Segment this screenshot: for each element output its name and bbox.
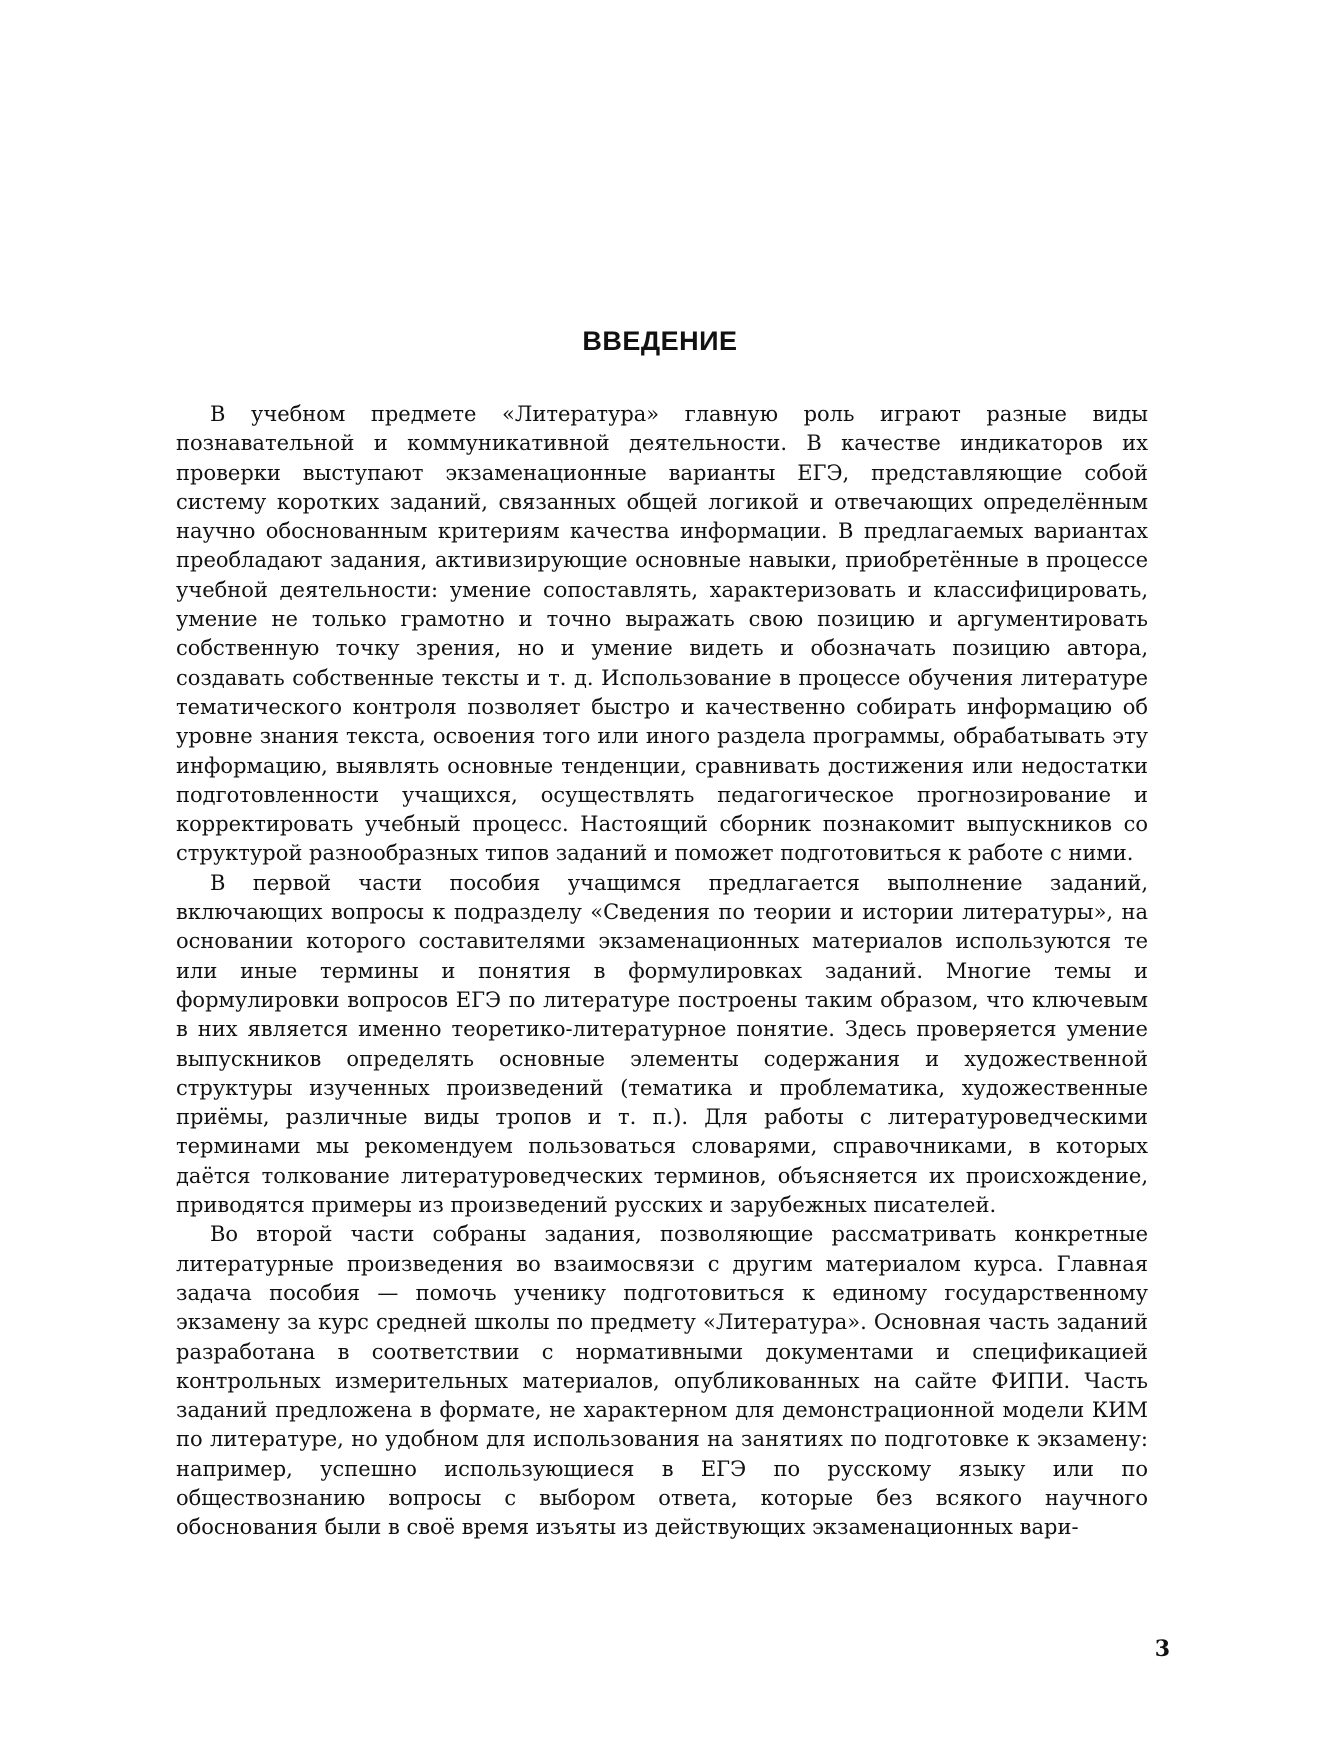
paragraph-2: В первой части пособия учащимся предлагается выполнение заданий, включающих вопросы к подразделу «Сведения по теории и истории литературы», на основании которого составителями экзаменационных материалов используются те или иные термины и понятия в формулировках заданий. Многие темы и формулировки вопросов ЕГЭ по литературе построены таким образом, что ключевым в них является именно теоретико-литературное понятие. Здесь проверяется умение выпускников определять основные элементы содержания и художественной структуры изученных произведений (тематика и проблематика, художественные приёмы, различные виды тропов и т. п.). Для работы с литературоведческими терминами мы рекомендуем пользоваться словарями, справочниками, в которых даётся толкование литературоведческих терминов, объясняется их происхождение, приводятся примеры из произведений русских и зарубежных писателей. [176,870,1148,1218]
page-number: 3 [1154,1636,1170,1662]
paragraph-3: Во второй части собраны задания, позволяющие рассматривать конкретные литературные произведения во взаимосвязи с другим материалом курса. Главная задача пособия — помочь ученику подготовиться к единому государственному экзамену за курс средней школы по предмету «Литература». Основная часть заданий разработана в соответствии с нормативными документами и спецификацией контрольных измерительных материалов, опубликованных на сайте ФИПИ. Часть заданий предложена в формате, не характерном для демонстрационной модели КИМ по литературе, но удобном для использования на занятиях по подготовке к экзамену: например, успешно использующиеся в ЕГЭ по русскому языку или по обществознанию вопросы с выбором ответа, которые без всякого научного обоснования были в своё время изъяты из действующих экзаменационных вари- [176,1222,1148,1540]
paragraph-1: В учебном предмете «Литература» главную роль играют разные виды познавательной и коммуникативной деятельности. В качестве индикаторов их проверки выступают экзаменационные варианты ЕГЭ, представляющие собой систему коротких заданий, связанных общей логикой и отвечающих определённым научно обоснованным критериям качества информации. В предлагаемых вариантах преобладают задания, активизирующие основные навыки, приобретённые в процессе учебной деятельности: умение сопоставлять, характеризовать и классифицировать, умение не только грамотно и точно выражать свою позицию и аргументировать собственную точку зрения, но и умение видеть и обозначать позицию автора, создавать собственные тексты и т. д. Использование в процессе обучения литературе тематического контроля позволяет быстро и качественно собирать информацию об уровне знания текста, освоения того или иного раздела программы, обрабатывать эту информацию, выявлять основные тенденции, сравнивать достижения или недостатки подготовленности учащихся, осуществлять педагогическое прогнозирование и корректировать учебный процесс. Настоящий сборник познакомит выпускников со структурой разнообразных типов заданий и поможет подготовиться к работе с ними. [176,402,1148,866]
body-text [176,400,1148,1543]
section-title: ВВЕДЕНИЕ [582,326,738,356]
